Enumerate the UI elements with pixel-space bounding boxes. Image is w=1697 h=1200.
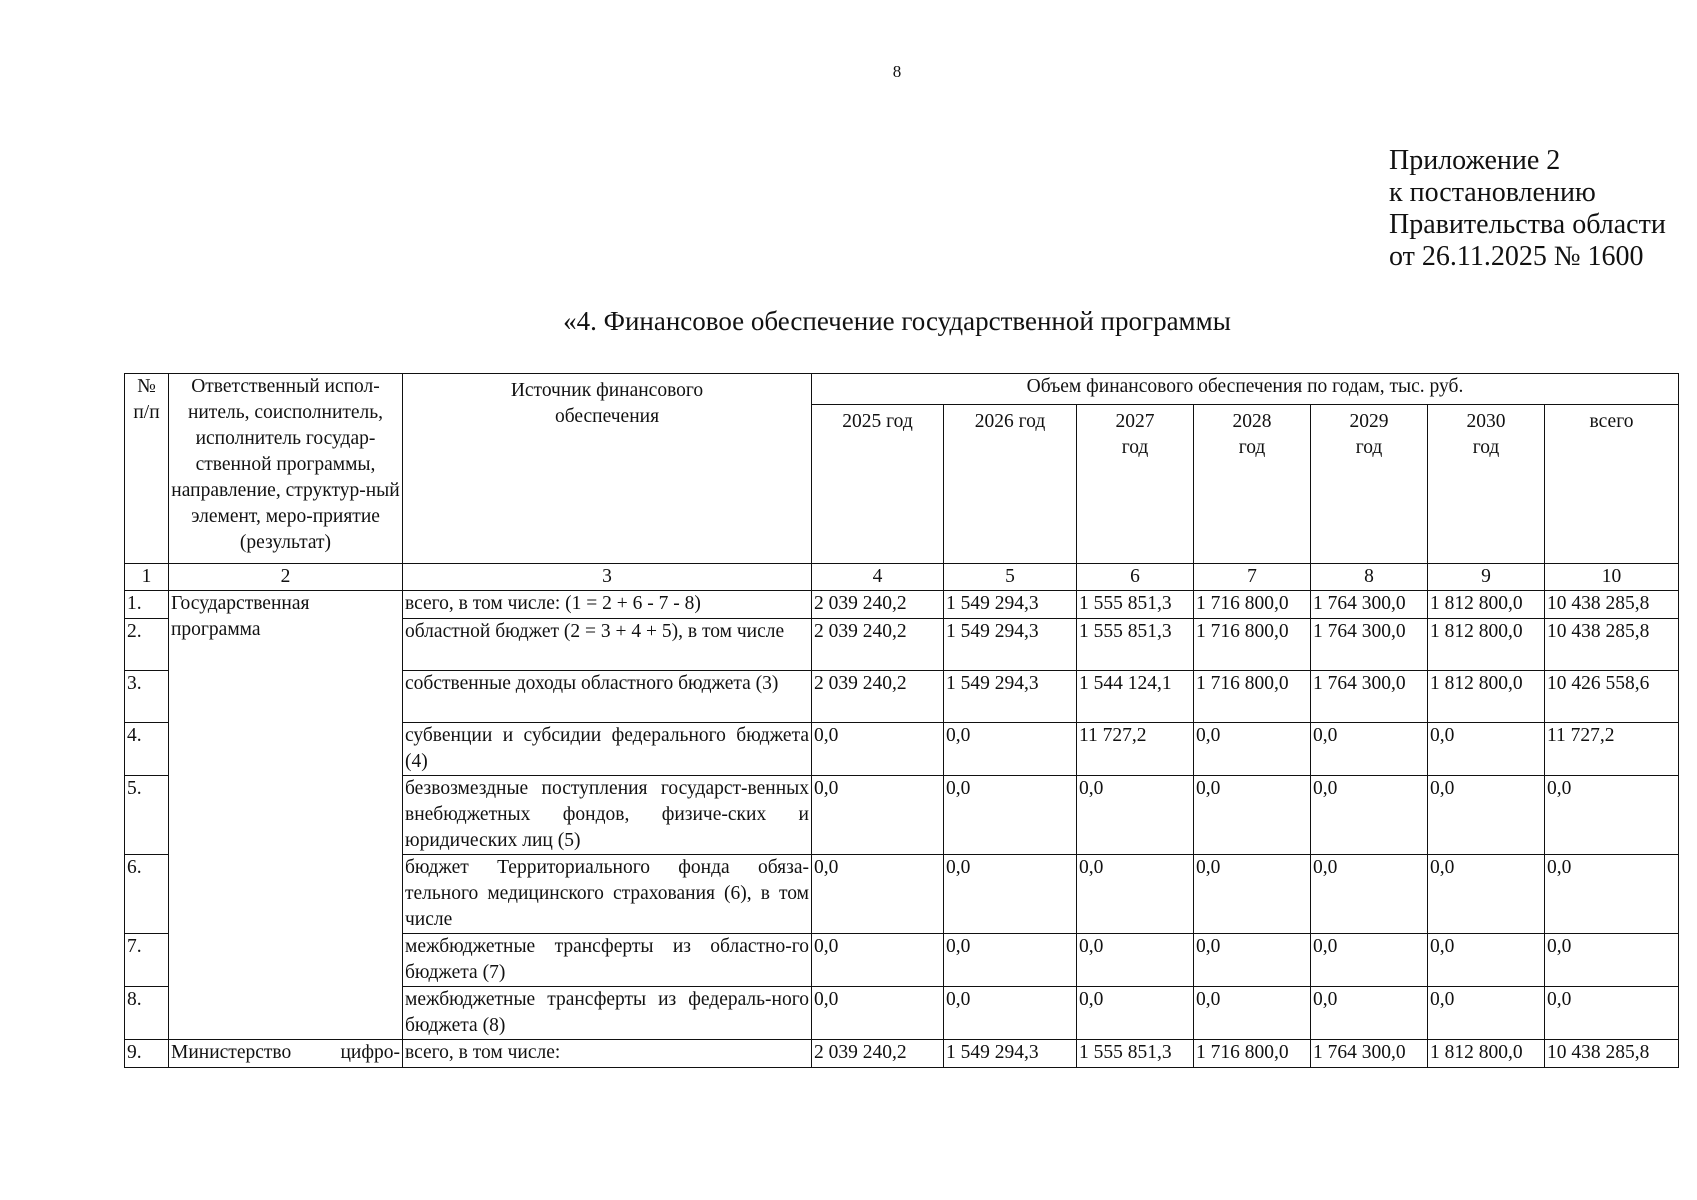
value-year: 1 549 294,3 xyxy=(944,671,1077,723)
value-year: 1 812 800,0 xyxy=(1428,591,1545,619)
value-year: 1 555 851,3 xyxy=(1077,591,1194,619)
value-year: 0,0 xyxy=(1311,855,1428,934)
value-year: 0,0 xyxy=(1194,776,1311,855)
value-year: 1 549 294,3 xyxy=(944,591,1077,619)
funding-source: собственные доходы областного бюджета (3) xyxy=(403,671,812,723)
appendix-line-1: Приложение 2 xyxy=(1389,145,1561,176)
value-total: 0,0 xyxy=(1545,776,1679,855)
value-year: 1 764 300,0 xyxy=(1311,671,1428,723)
column-number: 9 xyxy=(1428,564,1545,591)
appendix-block xyxy=(1389,145,1666,273)
value-total: 0,0 xyxy=(1545,855,1679,934)
value-year: 0,0 xyxy=(944,987,1077,1040)
row-number: 5. xyxy=(125,776,169,855)
funding-source: областной бюджет (2 = 3 + 4 + 5), в том числе xyxy=(403,619,812,671)
value-year: 0,0 xyxy=(1077,987,1194,1040)
row-number: 2. xyxy=(125,619,169,671)
value-year: 0,0 xyxy=(1077,776,1194,855)
funding-source: бюджет Территориального фонда обяза-тельного медицинского страхования (6), в том числе xyxy=(403,855,812,934)
row-number: 4. xyxy=(125,723,169,776)
value-year: 1 544 124,1 xyxy=(1077,671,1194,723)
column-number: 8 xyxy=(1311,564,1428,591)
row-number: 9. xyxy=(125,1040,169,1068)
value-year: 0,0 xyxy=(1311,776,1428,855)
row-number: 6. xyxy=(125,855,169,934)
value-year: 1 716 800,0 xyxy=(1194,619,1311,671)
value-year: 2 039 240,2 xyxy=(812,671,944,723)
value-year: 0,0 xyxy=(812,934,944,987)
header-year: 2030 год xyxy=(1428,405,1545,564)
value-year: 0,0 xyxy=(812,776,944,855)
value-year: 1 716 800,0 xyxy=(1194,591,1311,619)
value-year: 1 764 300,0 xyxy=(1311,619,1428,671)
value-year: 1 549 294,3 xyxy=(944,619,1077,671)
header-year: 2028 год xyxy=(1194,405,1311,564)
value-year: 0,0 xyxy=(1428,855,1545,934)
appendix-line-3: Правительства области xyxy=(1389,209,1666,240)
program-label: Государственная программа xyxy=(169,591,403,1040)
value-total: 0,0 xyxy=(1545,987,1679,1040)
value-year: 0,0 xyxy=(1311,987,1428,1040)
value-year: 1 549 294,3 xyxy=(944,1040,1077,1068)
funding-source: межбюджетные трансферты из областно-го бюджета (7) xyxy=(403,934,812,987)
column-number: 3 xyxy=(403,564,812,591)
value-year: 0,0 xyxy=(812,723,944,776)
value-year: 0,0 xyxy=(944,723,1077,776)
header-responsible: Ответственный испол-нитель, соисполнитель, исполнитель государ-ственной программы, направление, структур-ный элемент, меро-приятие (результат) xyxy=(169,374,403,564)
financing-table xyxy=(124,373,1679,1068)
value-year: 1 764 300,0 xyxy=(1311,1040,1428,1068)
row-number: 7. xyxy=(125,934,169,987)
value-year: 0,0 xyxy=(1311,934,1428,987)
value-year: 0,0 xyxy=(1428,723,1545,776)
value-year: 1 555 851,3 xyxy=(1077,1040,1194,1068)
table-row xyxy=(125,591,1679,619)
value-year: 0,0 xyxy=(812,987,944,1040)
column-number: 10 xyxy=(1545,564,1679,591)
column-number: 1 xyxy=(125,564,169,591)
header-num: № п/п xyxy=(125,374,169,564)
funding-source: субвенции и субсидии федерального бюджета (4) xyxy=(403,723,812,776)
value-year: 1 716 800,0 xyxy=(1194,1040,1311,1068)
value-year: 0,0 xyxy=(1077,855,1194,934)
value-year: 0,0 xyxy=(1194,855,1311,934)
value-year: 1 764 300,0 xyxy=(1311,591,1428,619)
value-total: 10 438 285,8 xyxy=(1545,591,1679,619)
value-year: 0,0 xyxy=(1194,723,1311,776)
value-year: 0,0 xyxy=(944,934,1077,987)
funding-source: всего, в том числе: xyxy=(403,1040,812,1068)
column-number: 7 xyxy=(1194,564,1311,591)
header-year: 2025 год xyxy=(812,405,944,564)
section-title: «4. Финансовое обеспечение государственной программы xyxy=(563,306,1231,336)
value-total: 11 727,2 xyxy=(1545,723,1679,776)
row-number: 1. xyxy=(125,591,169,619)
page-number: 8 xyxy=(892,62,902,81)
value-year: 0,0 xyxy=(1077,934,1194,987)
header-volume: Объем финансового обеспечения по годам, тыс. руб. xyxy=(812,374,1679,405)
value-total: 10 438 285,8 xyxy=(1545,619,1679,671)
value-year: 0,0 xyxy=(1428,776,1545,855)
row-number: 8. xyxy=(125,987,169,1040)
column-number: 4 xyxy=(812,564,944,591)
funding-source: всего, в том числе: (1 = 2 + 6 - 7 - 8) xyxy=(403,591,812,619)
funding-source: безвозмездные поступления государст-венных внебюджетных фондов, физиче-ских и юридических лиц (5) xyxy=(403,776,812,855)
value-year: 2 039 240,2 xyxy=(812,591,944,619)
header-year: 2029 год xyxy=(1311,405,1428,564)
value-year: 1 812 800,0 xyxy=(1428,1040,1545,1068)
appendix-line-2: к постановлению xyxy=(1389,177,1596,208)
ministry-label: Министерство цифро- xyxy=(169,1040,403,1068)
value-year: 2 039 240,2 xyxy=(812,619,944,671)
column-number: 5 xyxy=(944,564,1077,591)
value-year: 0,0 xyxy=(944,776,1077,855)
value-year: 0,0 xyxy=(1428,934,1545,987)
funding-source: межбюджетные трансферты из федераль-ного бюджета (8) xyxy=(403,987,812,1040)
value-year: 1 555 851,3 xyxy=(1077,619,1194,671)
value-total: 10 426 558,6 xyxy=(1545,671,1679,723)
value-year: 2 039 240,2 xyxy=(812,1040,944,1068)
value-year: 1 716 800,0 xyxy=(1194,671,1311,723)
value-year: 0,0 xyxy=(812,855,944,934)
value-year: 1 812 800,0 xyxy=(1428,619,1545,671)
header-year: 2026 год xyxy=(944,405,1077,564)
header-source: Источник финансового обеспечения xyxy=(403,374,812,564)
value-year: 0,0 xyxy=(944,855,1077,934)
column-numbers-row xyxy=(125,564,1679,591)
column-number: 6 xyxy=(1077,564,1194,591)
appendix-line-4: от 26.11.2025 № 1600 xyxy=(1389,241,1644,272)
row-number: 3. xyxy=(125,671,169,723)
value-year: 0,0 xyxy=(1428,987,1545,1040)
header-row xyxy=(125,374,1679,405)
value-total: 0,0 xyxy=(1545,934,1679,987)
value-year: 0,0 xyxy=(1194,987,1311,1040)
value-year: 11 727,2 xyxy=(1077,723,1194,776)
value-year: 1 812 800,0 xyxy=(1428,671,1545,723)
header-total: всего xyxy=(1545,405,1679,564)
value-year: 0,0 xyxy=(1194,934,1311,987)
value-total: 10 438 285,8 xyxy=(1545,1040,1679,1068)
header-year: 2027 год xyxy=(1077,405,1194,564)
table-row xyxy=(125,1040,1679,1068)
value-year: 0,0 xyxy=(1311,723,1428,776)
column-number: 2 xyxy=(169,564,403,591)
